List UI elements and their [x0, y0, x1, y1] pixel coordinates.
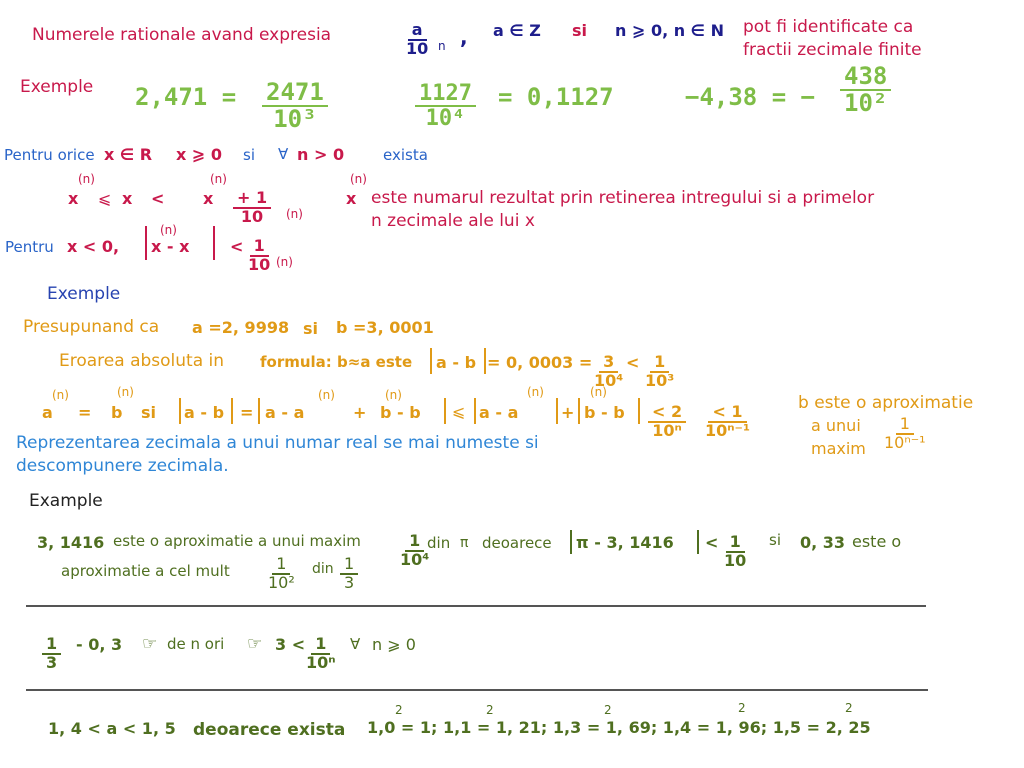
- sqrt2-interval: 1, 4 < a < 1, 5: [48, 719, 176, 738]
- sup-n-11: (n): [527, 385, 544, 399]
- abs-bar-1: [430, 348, 432, 374]
- abs-bar-10: [638, 398, 640, 424]
- one-third-approx: 0, 33: [800, 533, 846, 552]
- abs-bar-3: [179, 398, 181, 424]
- de-n-ori-text: de n ori: [167, 635, 225, 653]
- exp-2-c: 2: [604, 703, 612, 717]
- third-denominator-2: 10ⁿ: [306, 652, 336, 672]
- b-approx-line-1: b este o aproximatie: [798, 393, 974, 413]
- example3-fraction: [840, 64, 891, 116]
- deoarece-text-1: deoarece: [482, 534, 552, 552]
- example1-numerator: 2471: [262, 80, 328, 107]
- b-value: b =3, 0001: [336, 318, 434, 337]
- one-third-fraction: [340, 556, 358, 592]
- minus-point-three: - 0, 3: [76, 635, 123, 654]
- abs-a-minus-an-2: a - a: [479, 403, 519, 422]
- divider-1: [26, 605, 926, 607]
- x-lt-0: x < 0,: [67, 237, 120, 256]
- plus-one-denominator: 10: [240, 206, 264, 226]
- pentru-text: Pentru: [5, 238, 54, 256]
- b-approx-numerator: 1: [896, 416, 914, 435]
- two-over-10n: [648, 404, 686, 440]
- x-approx-1: x: [68, 189, 79, 208]
- two-numerator: < 2: [648, 404, 686, 423]
- approx-text-1: este o aproximatie a unui maxim: [113, 532, 361, 550]
- example-heading-3: Example: [29, 491, 103, 511]
- exp-2-e: 2: [845, 701, 853, 715]
- abs-bar-6: [444, 398, 446, 424]
- comma: ,: [460, 25, 468, 49]
- one-denominator: 10: [248, 254, 271, 274]
- approx-text-2: aproximatie a cel mult: [61, 562, 230, 580]
- example2-denominator: 10⁴: [425, 106, 466, 132]
- sup-n-5: (n): [160, 223, 177, 237]
- si-2: si: [243, 146, 255, 164]
- fraction-numerator: a: [408, 22, 427, 41]
- forall-symbol: ∀: [278, 145, 289, 163]
- one-over-10-2-green: [266, 556, 297, 592]
- plus-one-over-10n: [233, 190, 271, 226]
- lt-symbol-4: <: [705, 533, 719, 552]
- green-denominator-2: 10: [724, 550, 747, 570]
- one-over-10-3: [643, 354, 676, 390]
- exista-text: exista: [383, 146, 428, 164]
- deoarece-exista-text: deoarece exista: [193, 720, 346, 740]
- forall-symbol-2: ∀: [350, 635, 361, 653]
- tail-line-1: pot fi identificate ca: [743, 17, 914, 37]
- plus-one-numerator: + 1: [233, 190, 271, 209]
- a-n: a: [42, 403, 53, 422]
- abs-bar-11: [570, 530, 572, 554]
- abs-bar-left: [145, 226, 147, 260]
- si-3: si: [303, 319, 319, 338]
- abs-bn-minus-b-2: b - b: [584, 403, 625, 422]
- pointing-hand-icon-2: ☞: [247, 634, 263, 654]
- exponent-n: n: [438, 39, 446, 53]
- exemple-heading-2: Exemple: [47, 284, 121, 304]
- sup-n-10: (n): [385, 388, 402, 402]
- fraction-a-over-10n: [404, 22, 430, 58]
- intro-text: Numerele rationale avand expresia: [32, 25, 332, 45]
- green-numerator-2: 1: [726, 534, 745, 553]
- a-value: a =2, 9998: [192, 318, 290, 337]
- abs-bar-5: [258, 398, 260, 424]
- eq-symbol-2: =: [240, 403, 254, 422]
- one-numerator-2: 1: [650, 354, 669, 373]
- abs-a-minus-an: a - a: [265, 403, 305, 422]
- si-5: si: [769, 531, 781, 549]
- example2-rhs: = 0,1127: [498, 83, 614, 111]
- b-approx-line-2: a unui: [811, 416, 861, 435]
- abs-a-minus-b: a - b: [184, 403, 225, 422]
- example1-fraction: [262, 80, 328, 132]
- le-symbol-2: ⩽: [452, 402, 466, 421]
- le-symbol: ⩽: [98, 189, 112, 208]
- a-minus-b: a - b: [436, 353, 477, 372]
- plus-symbol: +: [353, 403, 367, 422]
- green-numerator-3: 1: [272, 556, 290, 575]
- x-in-R: x ∈ R: [104, 145, 153, 164]
- reprezentarea-line-1: Reprezentarea zecimala a unui numar real se mai numeste si: [16, 433, 539, 453]
- si-4: si: [141, 403, 157, 422]
- si-1: si: [572, 21, 588, 40]
- example1-denominator: 10³: [273, 105, 317, 134]
- green-denominator-1: 10⁴: [400, 549, 430, 569]
- green-numerator-4: 1: [340, 556, 358, 575]
- x-2: x: [122, 189, 133, 208]
- squares-list: 1,0 = 1; 1,1 = 1, 21; 1,3 = 1, 69; 1,4 = 1, 96; 1,5 = 2, 25: [367, 718, 871, 737]
- sup-n-6: (n): [276, 255, 293, 269]
- abs-bar-12: [697, 530, 699, 554]
- third-numerator-2: 1: [311, 636, 330, 655]
- lt-symbol: <: [151, 189, 165, 208]
- two-denominator: 10ⁿ: [652, 420, 682, 440]
- pointing-hand-icon: ☞: [142, 634, 158, 654]
- abs-bar-8: [556, 398, 558, 424]
- three-numerator: 3: [599, 354, 618, 373]
- one-over-10n-green: [304, 636, 338, 672]
- sup-n-12: (n): [590, 385, 607, 399]
- plus-symbol-2: +: [561, 403, 575, 422]
- three-denominator: 10⁴: [594, 370, 624, 390]
- pi-approx-value: 3, 1416: [37, 533, 105, 552]
- x-approx-2: x: [203, 189, 214, 208]
- n-ge-0: n ⩾ 0: [372, 635, 416, 654]
- abs-bar-4: [231, 398, 233, 424]
- din-text-1: din: [427, 534, 451, 552]
- b-approx-fraction: [882, 416, 928, 452]
- presupunand-text: Presupunand ca: [23, 317, 160, 337]
- one-denominator-3: 10ⁿ⁻¹: [705, 420, 751, 440]
- eq-symbol: =: [78, 403, 92, 422]
- exp-2-d: 2: [738, 701, 746, 715]
- b-n: b: [111, 403, 123, 422]
- one-denominator-2: 10³: [645, 370, 675, 390]
- green-denominator-3: 10²: [268, 572, 295, 592]
- example1-lhs: 2,471 =: [135, 83, 237, 111]
- abs-bar-right: [213, 226, 215, 260]
- three-lt: 3 <: [275, 635, 306, 654]
- abs-bn-minus-b: b - b: [380, 403, 421, 422]
- sup-n-8: (n): [117, 385, 134, 399]
- x-approx-def: x: [346, 189, 357, 208]
- lt-symbol-3: <: [626, 353, 640, 372]
- example2-fraction: [415, 82, 476, 130]
- one-over-10n: [246, 238, 272, 274]
- b-approx-denominator: 10ⁿ⁻¹: [884, 432, 926, 452]
- reprezentarea-line-2: descompunere zecimala.: [16, 456, 229, 476]
- green-denominator-4: 3: [344, 572, 355, 592]
- example2-numerator: 1127: [415, 82, 476, 107]
- abs-bar-2: [484, 348, 486, 374]
- definition-line-2: n zecimale ale lui x: [371, 211, 535, 231]
- pentru-orice-text: Pentru orice: [4, 146, 95, 164]
- pi-symbol: π: [460, 535, 469, 551]
- green-numerator-1: 1: [405, 533, 424, 552]
- sup-n-7: (n): [52, 388, 69, 402]
- one-numerator: 1: [250, 238, 269, 257]
- exp-2-a: 2: [395, 703, 403, 717]
- one-over-10n-1: [703, 404, 752, 440]
- sup-n-1: (n): [78, 172, 95, 186]
- x-ge-0: x ⩾ 0: [176, 145, 222, 164]
- tail-line-2: fractii zecimale finite: [743, 40, 922, 60]
- exemple-heading-1: Exemple: [20, 77, 94, 97]
- sup-n-4: (n): [350, 172, 367, 186]
- abs-expression: x - x: [151, 237, 190, 256]
- b-approx-line-3: maxim: [811, 439, 866, 458]
- n-gt-0: n > 0: [297, 145, 345, 164]
- a-in-Z: a ∈ Z: [493, 21, 541, 40]
- third-denominator: 3: [46, 652, 58, 672]
- example3-denominator: 10²: [844, 89, 888, 118]
- abs-bar-9: [578, 398, 580, 424]
- one-over-10-green: [722, 534, 748, 570]
- formula-text: formula: b≈a este: [260, 353, 413, 371]
- one-numerator-3: < 1: [708, 404, 746, 423]
- divider-2: [26, 689, 928, 691]
- exp-2-b: 2: [486, 703, 494, 717]
- error-value: = 0, 0003 =: [487, 353, 593, 372]
- lt-symbol-2: <: [230, 237, 244, 256]
- eroarea-text: Eroarea absoluta in: [59, 351, 225, 371]
- n-condition: n ⩾ 0, n ∈ N: [615, 21, 724, 40]
- fraction-denominator: 10: [406, 38, 429, 58]
- third-numerator: 1: [42, 636, 61, 655]
- sup-n-9: (n): [318, 388, 335, 402]
- abs-bar-7: [474, 398, 476, 424]
- sup-n-2: (n): [210, 172, 227, 186]
- este-o-text: este o: [852, 532, 902, 551]
- definition-line-1: este numarul rezultat prin retinerea intregului si a primelor: [371, 188, 875, 208]
- example3-lhs: −4,38 = −: [685, 83, 816, 111]
- din-text-2: din: [312, 561, 334, 577]
- sup-n-3: (n): [286, 207, 303, 221]
- one-third-fraction-2: [42, 636, 61, 672]
- example3-numerator: 438: [840, 64, 891, 91]
- pi-minus-approx: π - 3, 1416: [576, 533, 674, 552]
